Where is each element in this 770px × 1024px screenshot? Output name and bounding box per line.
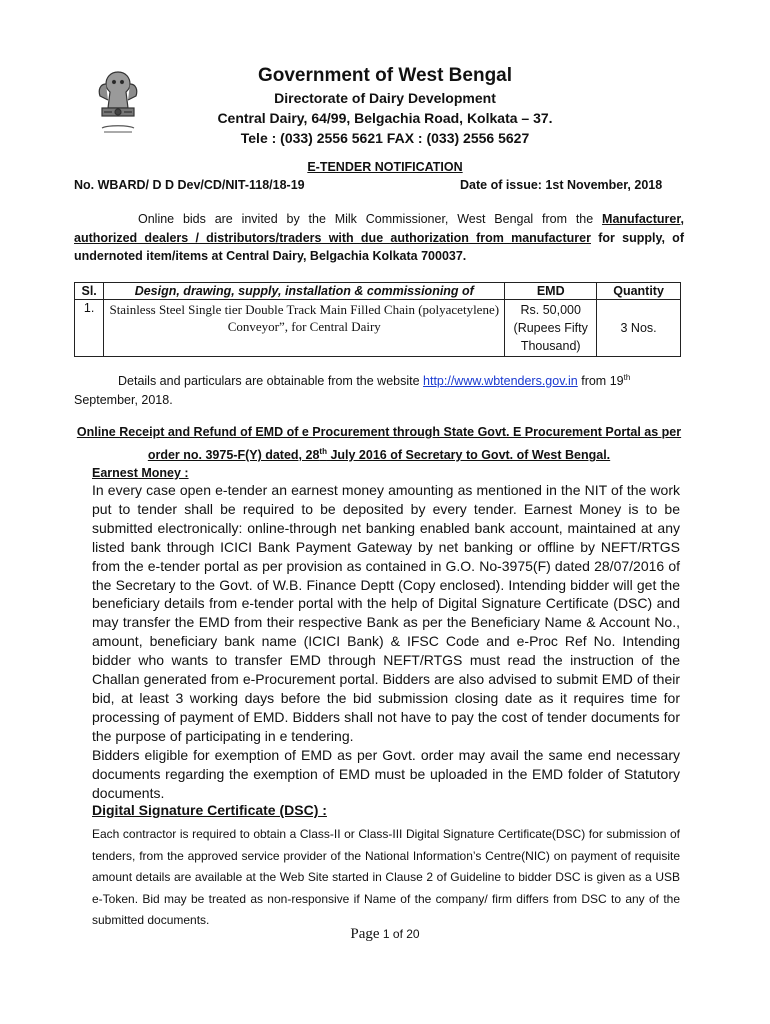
header-quantity: Quantity [597,283,681,300]
details-date: September, 2018. [74,393,173,408]
page-number: 1 of 20 [382,927,420,941]
row-sl: 1. [75,300,104,357]
details-paragraph [74,368,684,410]
state-emblem-icon [90,66,146,138]
issue-date: Date of issue: 1st November, 2018 [460,178,663,192]
table-row [75,300,681,357]
online-heading-sup: th [319,447,327,456]
intro-text: Online bids are invited by the Milk Commissioner, West Bengal from the [138,212,603,226]
table-header-row [75,283,681,300]
notification-title: E-TENDER NOTIFICATION [307,160,463,174]
dsc-body: Each contractor is required to obtain a Class-II or Class-III Digital Signature Certificate(DSC) for submission of tenders, from the approved service provider of the National Information’s Centre(NIC) on payment of requisite amount details are available at the Web Site started in Clause 2 of Guideline to bidder DSC is given as a USB e-Token. Bid may be treated as non-responsive if Name of the company/ firm differs from DSC to any of the submitted documents. [92,827,680,928]
emd-words-1: (Rupees Fifty [513,321,588,335]
row-description: Stainless Steel Single tier Double Track Main Filled Chain (polyacetylene) Conveyor”, for Central Dairy [104,300,505,357]
directorate-name: Directorate of Dairy Development [274,90,496,106]
dsc-title: Digital Signature Certificate (DSC) : [92,802,327,818]
notification-number: No. WBARD/ D D Dev/CD/NIT-118/18-19 [74,178,305,192]
details-from: from 19 [577,374,624,389]
row-quantity: 3 Nos. [597,300,681,357]
header-emd: EMD [505,283,597,300]
intro-paragraph [74,210,684,266]
online-emd-heading [74,422,684,465]
header-sl: Sl. [75,283,104,300]
page-footer [0,926,770,943]
emd-amount: Rs. 50,000 [520,303,581,317]
earnest-money-para-1: In every case open e-tender an earnest money amounting as mentioned in the NIT of the work put to tender shall be required to be deposited by every tender. Earnest Money is to be submitted electronically: online-through net banking enabled bank account, maintained at any listed bank through ICICI Bank Payment Gateway by net banking or offline by NEFT/RTGS from the e-tender portal as per provision as contained in G.O. No-3975(F) dated 28/07/2016 of the Secretary to the Govt. of W.B. Finance Deptt (Copy enclosed). Intending bidder will get the beneficiary details from e-tender portal with the help of Digital Signature Certificate (DSC) and may transfer the EMD from their respective Bank as per the Beneficiary Name & Account No., amount, beneficiary bank name (ICICI Bank) & IFSC Code and e-Proc Ref No. Intending bidder who wants to transfer EMD through NEFT/RTGS must read the instruction of the Challan generated from e-Procurement portal. Bidders are also advised to submit EMD of their bid, at least 3 working days before the bid submission closing date as it requires time for processing of payment of EMD. Bidders shall not have to pay the cost of tender documents for the purpose of participating in e tendering. [92,482,680,744]
website-link[interactable]: http://www.wbtenders.gov.in [423,374,578,389]
row-emd [505,300,597,357]
earnest-money-title: Earnest Money : [92,466,189,480]
intro-text-2: for supply, of [590,230,684,245]
details-sup: th [623,373,631,382]
items-table [74,282,681,357]
letterhead [170,64,600,148]
online-heading-text-2: July 2016 of Secretary to Govt. of West Bengal. [326,448,611,463]
office-address: Central Dairy, 64/99, Belgachia Road, Kolkata – 37. [217,110,553,126]
earnest-money-para-2: Bidders eligible for exemption of EMD as per Govt. order may avail the same end necessary documents regarding the exemption of EMD must be uploaded in the EMD folder of Statutory documents. [92,746,680,801]
online-heading-text: Online Receipt and Refund of EMD of e Procurement through State Govt. E Procurement Portal as per order no. 3975-F(Y) dated, 28 [76,425,682,463]
intro-location: undernoted item/items at Central Dairy, Belgachia Kolkata 700037. [74,249,467,263]
emd-words-2: Thousand) [520,339,581,353]
earnest-money-body [92,481,680,802]
page-word: Page [350,926,380,942]
details-text: Details and particulars are obtainable from the website [118,374,424,389]
header-design: Design, drawing, supply, installation & commissioning of [104,283,505,300]
intro-eligibility: Manufacturer, authorized dealers / distributors/traders with due authorization from manufacturer [74,212,684,245]
office-contact: Tele : (033) 2556 5621 FAX : (033) 2556 5627 [240,130,530,146]
government-title: Government of West Bengal [257,65,513,86]
